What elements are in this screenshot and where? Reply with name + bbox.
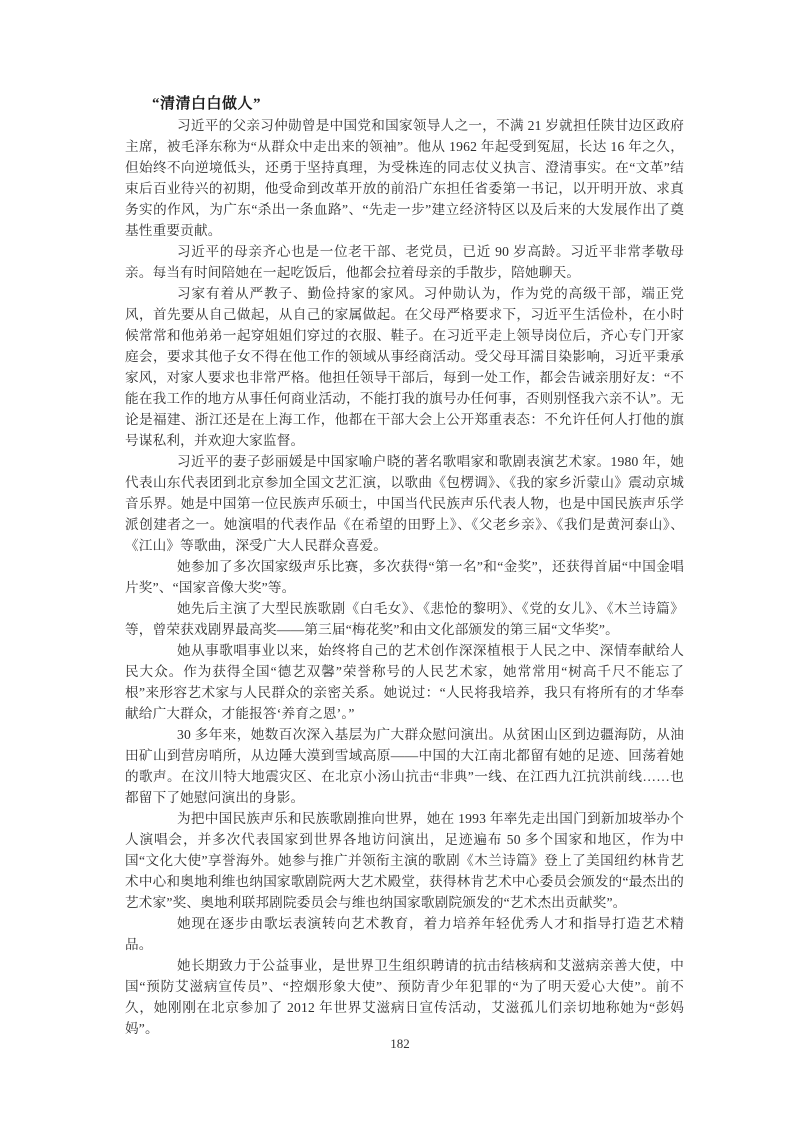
paragraph: 习近平的妻子彭丽媛是中国家喻户晓的著名歌唱家和歌剧表演艺术家。1980 年，她代表山东代表团到北京参加全国文艺汇演，以歌曲《包楞调》、《我的家乡沂蒙山》震动京城音乐界。她是中国第一位民族声乐硕士，中国当代民族声乐代表人物，也是中国民族声乐学派创建者之一。她演唱的代表作品《在希望的田野上》、《父老乡亲》、《我们是黄河泰山》、《江山》等歌曲，深受广大人民群众喜爱。	[125, 454, 684, 553]
paragraph: 习近平的母亲齐心也是一位老干部、老党员，已近 90 岁高龄。习近平非常孝敬母亲。每当有时间陪她在一起吃饭后，他都会拉着母亲的手散步，陪她聊天。	[125, 244, 684, 280]
page-content	[125, 94, 684, 1039]
section-title: “清清白白做人”	[152, 96, 262, 112]
page-number: 182	[390, 1036, 410, 1051]
paragraph: 她现在逐步由歌坛表演转向艺术教育，着力培养年轻优秀人才和指导打造艺术精品。	[125, 916, 684, 952]
paragraph: 30 多年来，她数百次深入基层为广大群众慰问演出。从贫困山区到边疆海防，从油田矿山到营房哨所，从边陲大漠到雪域高原——中国的大江南北都留有她的足迹、回荡着她的歌声。在汶川特大地震灾区、在北京小汤山抗击“非典”一线、在江西九江抗洪前线……也都留下了她慰问演出的身影。	[125, 727, 684, 805]
paragraph: 她参加了多次国家级声乐比赛，多次获得“第一名”和“金奖”，还获得首届“中国金唱片奖”、“国家音像大奖”等。	[125, 559, 684, 595]
paragraph: 她长期致力于公益事业，是世界卫生组织聘请的抗击结核病和艾滋病亲善大使，中国“预防艾滋病宣传员”、“控烟形象大使”、预防青少年犯罪的“为了明天爱心大使”。前不久，她刚刚在北京参加了 2012 年世界艾滋病日宣传活动，艾滋孤儿们亲切地称她为“彭妈妈”。	[125, 958, 684, 1036]
paragraph: 她先后主演了大型民族歌剧《白毛女》、《悲怆的黎明》、《党的女儿》、《木兰诗篇》等，曾荣获戏剧界最高奖——第三届“梅花奖”和由文化部颁发的第三届“文华奖”。	[125, 601, 684, 637]
paragraph: 习家有着从严教子、勤俭持家的家风。习仲勋认为，作为党的高级干部，端正党风，首先要从自己做起，从自己的家属做起。在父母严格要求下，习近平生活俭朴，在小时候常常和他弟弟一起穿姐姐们穿过的衣服、鞋子。在习近平走上领导岗位后，齐心专门开家庭会，要求其他子女不得在他工作的领域从事经商活动。受父母耳濡目染影响，习近平秉承家风，对家人要求也非常严格。他担任领导干部后，每到一处工作，都会告诫亲朋好友：“不能在我工作的地方从事任何商业活动，不能打我的旗号办任何事，否则别怪我六亲不认”。无论是福建、浙江还是在上海工作，他都在干部大会上公开郑重表态：不允许任何人打他的旗号谋私利，并欢迎大家监督。	[125, 286, 684, 448]
paragraph: 习近平的父亲习仲勋曾是中国党和国家领导人之一，不满 21 岁就担任陕甘边区政府主席，被毛泽东称为“从群众中走出来的领袖”。他从 1962 年起受到冤屈，长达 16 年之久，但始终不向逆境低头，还勇于坚持真理，为受株连的同志仗义执言、澄清事实。在“文革”结束后百业待兴的初期，他受命到改革开放的前沿广东担任省委第一书记，以开明开放、求真务实的作风，为广东“杀出一条血路”、“先走一步”建立经济特区以及后来的大发展作出了奠基性重要贡献。	[125, 118, 684, 238]
paragraph: 她从事歌唱事业以来，始终将自己的艺术创作深深植根于人民之中、深情奉献给人民大众。作为获得全国“德艺双馨”荣誉称号的人民艺术家，她常常用“树高千尺不能忘了根”来形容艺术家与人民群众的亲密关系。她说过：“人民将我培养，我只有将所有的才华奉献给广大群众，才能报答‘养育之恩’。”	[125, 643, 684, 721]
paragraph: 为把中国民族声乐和民族歌剧推向世界，她在 1993 年率先走出国门到新加坡举办个人演唱会，并多次代表国家到世界各地访问演出，足迹遍布 50 多个国家和地区，作为中国“文化大使”享誉海外。她参与推广并领衔主演的歌剧《木兰诗篇》登上了美国纽约林肯艺术中心和奥地利维也纳国家歌剧院两大艺术殿堂，获得林肯艺术中心委员会颁发的“最杰出的艺术家”奖、奥地利联邦剧院委员会与维也纳国家歌剧院颁发的“艺术杰出贡献奖”。	[125, 811, 684, 910]
